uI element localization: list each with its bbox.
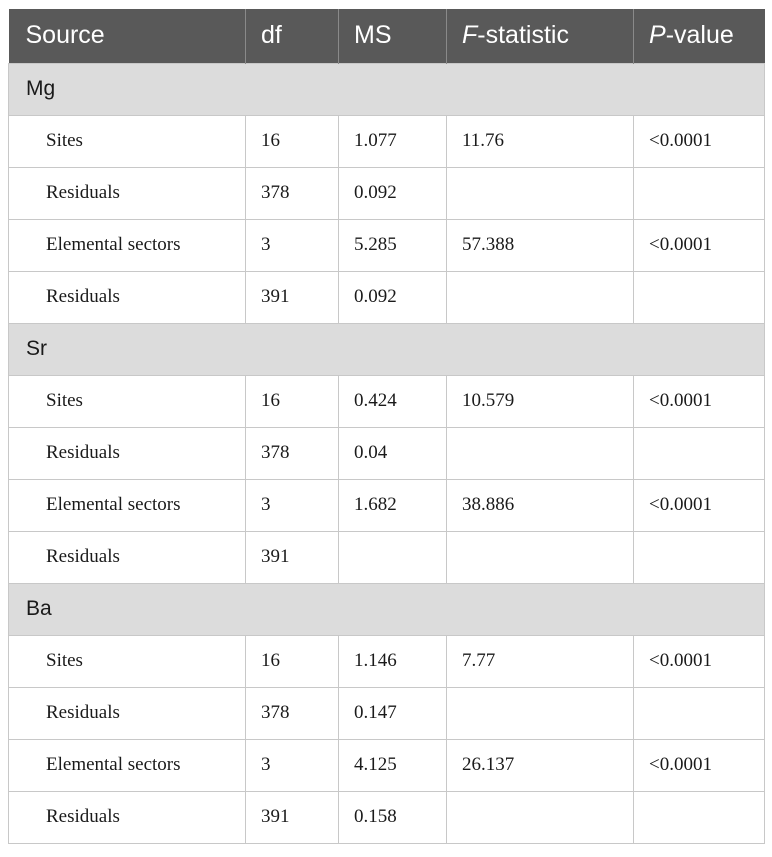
f-statistic-cell: 7.77 bbox=[447, 635, 634, 687]
f-statistic-cell: 11.76 bbox=[447, 115, 634, 167]
f-statistic-cell: 57.388 bbox=[447, 219, 634, 271]
ms-cell: 1.077 bbox=[339, 115, 447, 167]
source-cell: Sites bbox=[9, 375, 246, 427]
ms-cell: 0.424 bbox=[339, 375, 447, 427]
header-df: df bbox=[246, 9, 339, 63]
header-p-value bbox=[634, 9, 765, 63]
p-value-cell: <0.0001 bbox=[634, 115, 765, 167]
source-cell: Elemental sectors bbox=[9, 219, 246, 271]
ms-cell: 0.147 bbox=[339, 687, 447, 739]
df-cell: 378 bbox=[246, 687, 339, 739]
df-cell: 16 bbox=[246, 635, 339, 687]
p-value-cell bbox=[634, 427, 765, 479]
table-row bbox=[9, 427, 765, 479]
group-label: Ba bbox=[9, 583, 765, 635]
df-cell: 378 bbox=[246, 167, 339, 219]
table-body bbox=[9, 63, 765, 843]
table-row bbox=[9, 167, 765, 219]
table-header bbox=[9, 9, 765, 63]
source-cell: Sites bbox=[9, 635, 246, 687]
df-cell: 16 bbox=[246, 115, 339, 167]
table-row bbox=[9, 531, 765, 583]
ms-cell: 5.285 bbox=[339, 219, 447, 271]
ms-cell: 0.092 bbox=[339, 271, 447, 323]
table-row bbox=[9, 219, 765, 271]
f-statistic-cell bbox=[447, 791, 634, 843]
group-header-row bbox=[9, 323, 765, 375]
table-row bbox=[9, 479, 765, 531]
header-row bbox=[9, 9, 765, 63]
source-cell: Residuals bbox=[9, 167, 246, 219]
p-value-cell bbox=[634, 531, 765, 583]
p-value-cell bbox=[634, 791, 765, 843]
ms-cell: 0.04 bbox=[339, 427, 447, 479]
header-p-suffix: -value bbox=[665, 21, 734, 50]
p-value-cell: <0.0001 bbox=[634, 375, 765, 427]
ms-cell: 0.092 bbox=[339, 167, 447, 219]
ms-cell: 1.682 bbox=[339, 479, 447, 531]
source-cell: Residuals bbox=[9, 427, 246, 479]
header-ms: MS bbox=[339, 9, 447, 63]
source-cell: Residuals bbox=[9, 687, 246, 739]
header-p-symbol: P bbox=[649, 21, 666, 50]
df-cell: 391 bbox=[246, 531, 339, 583]
p-value-cell bbox=[634, 271, 765, 323]
table-row bbox=[9, 739, 765, 791]
f-statistic-cell: 26.137 bbox=[447, 739, 634, 791]
f-statistic-cell bbox=[447, 271, 634, 323]
table-row bbox=[9, 635, 765, 687]
ms-cell: 1.146 bbox=[339, 635, 447, 687]
p-value-cell: <0.0001 bbox=[634, 219, 765, 271]
df-cell: 3 bbox=[246, 739, 339, 791]
source-cell: Elemental sectors bbox=[9, 739, 246, 791]
source-cell: Residuals bbox=[9, 791, 246, 843]
source-cell: Residuals bbox=[9, 271, 246, 323]
f-statistic-cell bbox=[447, 531, 634, 583]
p-value-cell: <0.0001 bbox=[634, 479, 765, 531]
f-statistic-cell: 10.579 bbox=[447, 375, 634, 427]
p-value-cell bbox=[634, 687, 765, 739]
p-value-cell bbox=[634, 167, 765, 219]
anova-table bbox=[8, 9, 765, 844]
f-statistic-cell bbox=[447, 167, 634, 219]
source-cell: Sites bbox=[9, 115, 246, 167]
header-f-symbol: F bbox=[462, 21, 478, 50]
header-f-suffix: -statistic bbox=[477, 21, 569, 50]
table-row bbox=[9, 115, 765, 167]
table-row bbox=[9, 271, 765, 323]
header-f-statistic bbox=[447, 9, 634, 63]
group-label: Mg bbox=[9, 63, 765, 115]
source-cell: Elemental sectors bbox=[9, 479, 246, 531]
p-value-cell: <0.0001 bbox=[634, 739, 765, 791]
df-cell: 378 bbox=[246, 427, 339, 479]
df-cell: 391 bbox=[246, 271, 339, 323]
ms-cell: 4.125 bbox=[339, 739, 447, 791]
header-source: Source bbox=[9, 9, 246, 63]
f-statistic-cell bbox=[447, 687, 634, 739]
table-row bbox=[9, 375, 765, 427]
table-row bbox=[9, 687, 765, 739]
source-cell: Residuals bbox=[9, 531, 246, 583]
ms-cell bbox=[339, 531, 447, 583]
ms-cell: 0.158 bbox=[339, 791, 447, 843]
f-statistic-cell: 38.886 bbox=[447, 479, 634, 531]
f-statistic-cell bbox=[447, 427, 634, 479]
df-cell: 16 bbox=[246, 375, 339, 427]
table-row bbox=[9, 791, 765, 843]
group-header-row bbox=[9, 63, 765, 115]
group-header-row bbox=[9, 583, 765, 635]
df-cell: 391 bbox=[246, 791, 339, 843]
df-cell: 3 bbox=[246, 219, 339, 271]
group-label: Sr bbox=[9, 323, 765, 375]
p-value-cell: <0.0001 bbox=[634, 635, 765, 687]
df-cell: 3 bbox=[246, 479, 339, 531]
